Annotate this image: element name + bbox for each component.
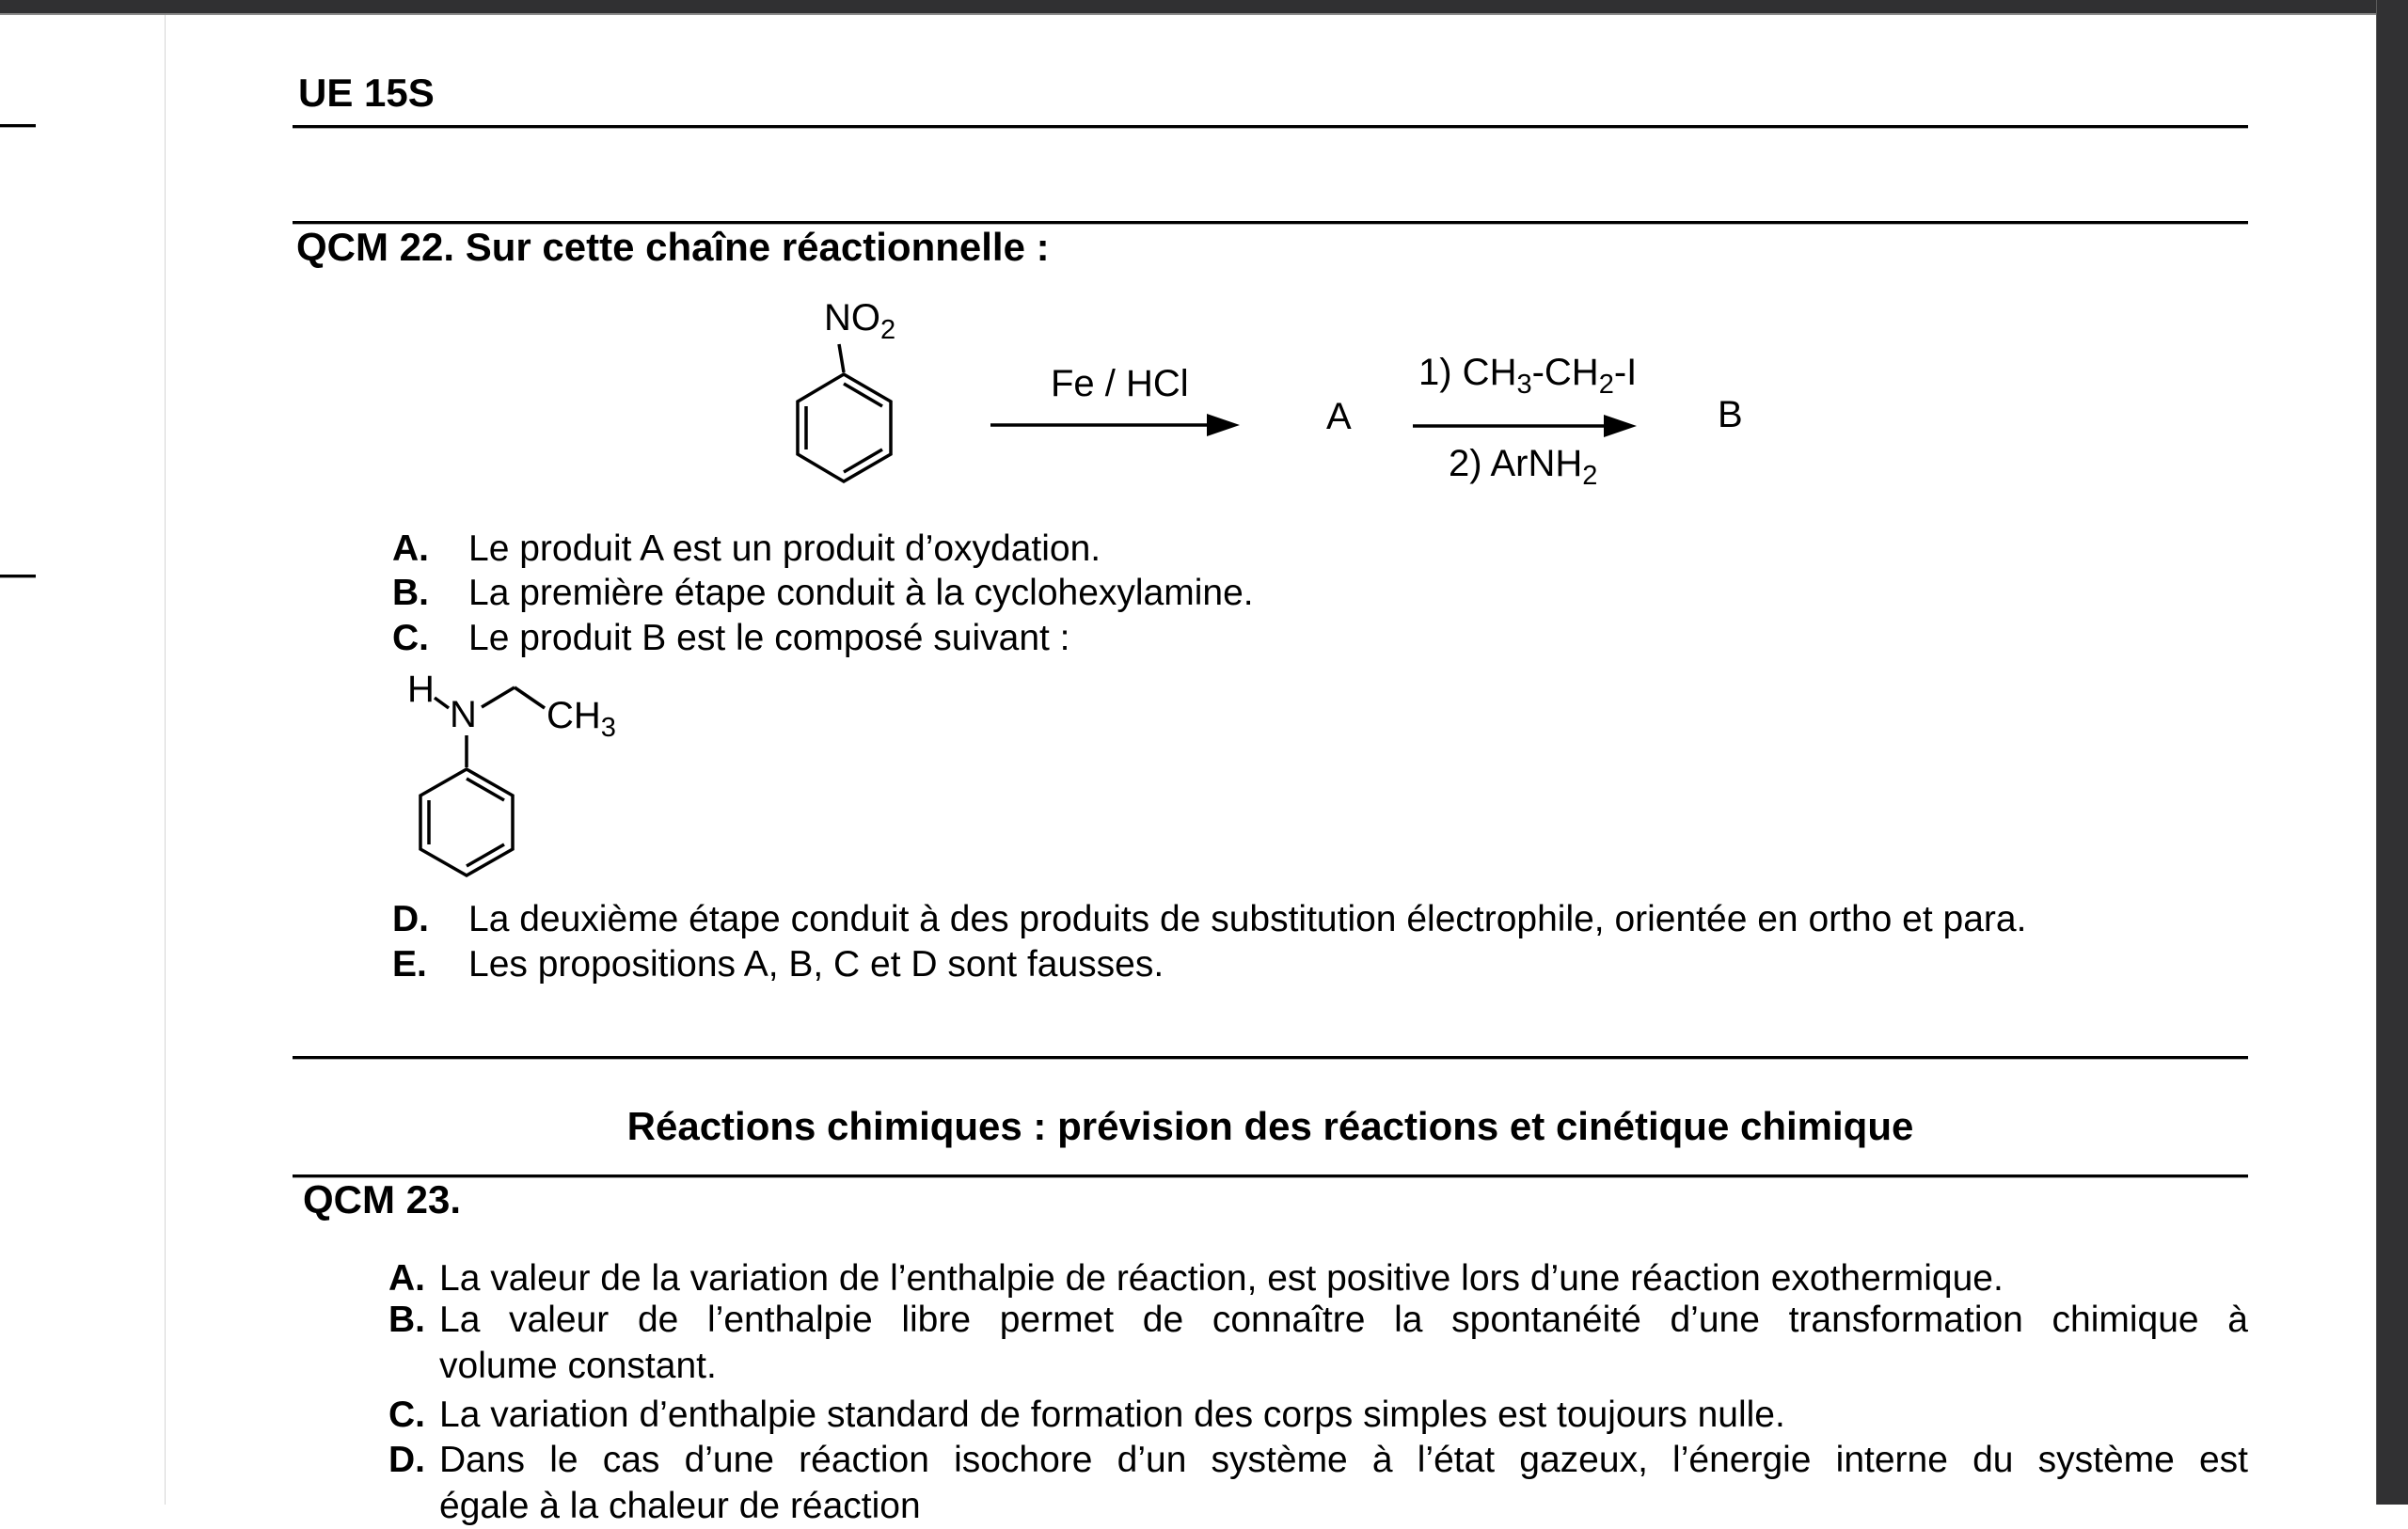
page-header-ue-label: UE 15S [298, 71, 435, 115]
ch3-main: CH [547, 695, 601, 736]
qcm22-option-b [392, 571, 1254, 616]
option-text-line1: Dans le cas d’une réaction isochore d’un système à l’état gazeux, l’énergie interne du système est [439, 1440, 2248, 1480]
option-text: La valeur de la variation de l’enthalpie de réaction, est positive lors d’une réaction exothermique. [439, 1258, 2004, 1299]
option-text: Le produit B est le composé suivant : [468, 618, 1070, 658]
option-letter: E. [392, 944, 427, 985]
option-text: La variation d’enthalpie standard de formation des corps simples est toujours nulle. [439, 1395, 1785, 1435]
reaction-arrow-1 [990, 414, 1240, 436]
option-letter: B. [388, 1300, 425, 1340]
option-text: Le produit A est un produit d’oxydation. [468, 528, 1101, 569]
structure-n-label: N [450, 694, 477, 735]
option-letter: C. [388, 1395, 425, 1435]
step1-part3: -I [1613, 352, 1638, 393]
qcm22-option-c [392, 616, 1070, 661]
option-text-line1: La valeur de l’enthalpie libre permet de connaître la spontanéité d’une transformation chimique à [439, 1300, 2248, 1340]
qcm22-title: QCM 22. Sur cette chaîne réactionnelle : [296, 225, 1050, 269]
step1-sub1: 3 [1516, 370, 1532, 400]
product-b-label: B [1718, 394, 1743, 435]
step2-part1: 2) ArNH [1449, 443, 1583, 484]
option-letter: B. [392, 573, 429, 613]
qcm23-title: QCM 23. [303, 1177, 462, 1222]
qcm23-top-rule [293, 1174, 2248, 1178]
section-divider-rule [293, 1056, 2248, 1060]
no2-main: NO [824, 297, 880, 339]
step1-part1: 1) CH [1418, 352, 1517, 393]
qcm22-option-a [392, 527, 1101, 572]
no2-subscript: 2 [880, 315, 896, 345]
option-text-line2: égale à la chaleur de réaction [439, 1486, 921, 1526]
ch3-subscript: 3 [600, 713, 616, 743]
arrow2-step2-label [1449, 443, 1598, 491]
option-text-line2: volume constant. [439, 1346, 717, 1386]
n-ethylaniline-structure [420, 687, 545, 875]
nitrobenzene-ring [798, 344, 891, 481]
reaction-arrow-2 [1413, 415, 1637, 437]
arrow2-step1-label [1418, 352, 1638, 400]
step1-sub2: 2 [1598, 370, 1614, 400]
section-heading: Réactions chimiques : prévision des réactions et cinétique chimique [626, 1104, 1914, 1148]
arrow1-reagent-label: Fe / HCl [1051, 363, 1189, 404]
qcm22-option-e [392, 942, 1164, 987]
option-letter: C. [392, 618, 429, 658]
option-text: La deuxième étape conduit à des produits de substitution électrophile, orientée en ortho et para. [468, 899, 2027, 939]
structure-ch3-label [547, 695, 616, 743]
option-letter: D. [388, 1440, 425, 1480]
structure-h-label: H [407, 669, 435, 710]
no2-label [824, 297, 896, 345]
option-letter: A. [392, 528, 429, 569]
intermediate-a-label: A [1326, 396, 1352, 437]
qcm22-option-d [392, 897, 2026, 942]
step2-sub1: 2 [1582, 461, 1598, 491]
option-letter: A. [388, 1258, 425, 1299]
option-text: Les propositions A, B, C et D sont fausses. [468, 944, 1164, 985]
option-text: La première étape conduit à la cyclohexylamine. [468, 573, 1254, 613]
step1-part2: -CH [1531, 352, 1599, 393]
option-letter: D. [392, 899, 429, 939]
